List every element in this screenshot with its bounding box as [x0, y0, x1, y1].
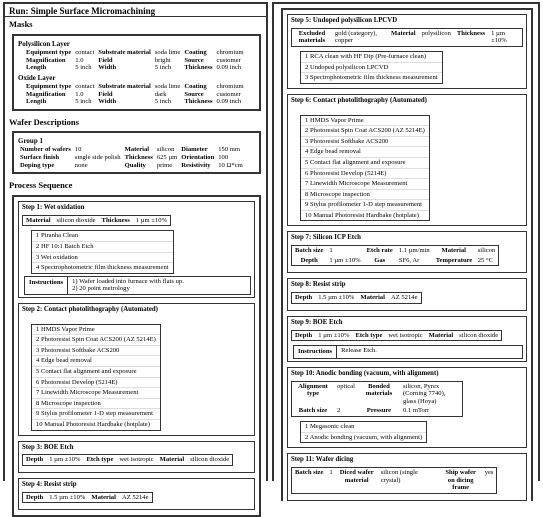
field-value: prime	[156, 161, 173, 169]
process-step	[18, 303, 255, 436]
list-item: 8 Microscope inspection	[301, 189, 429, 200]
field-value: customer	[216, 56, 241, 64]
params-table	[292, 331, 501, 341]
field-value: 1.5 µm ±10%	[318, 294, 355, 302]
step-params	[291, 292, 422, 304]
field-value: 1.0	[75, 56, 84, 64]
masks-box	[12, 34, 261, 111]
left-column	[3, 2, 268, 501]
field-value: 0.09 inch	[216, 98, 242, 106]
params-table	[292, 293, 421, 303]
field-label: Gas	[374, 256, 386, 264]
params-table	[292, 246, 498, 265]
field-value: 5 inch	[154, 64, 172, 72]
mask-title: Polysilicon Layer	[18, 40, 70, 49]
table-row	[24, 98, 246, 106]
process-step	[287, 453, 527, 501]
params-table	[292, 382, 462, 416]
field-value: 150 mm	[218, 146, 241, 154]
process-step	[18, 441, 255, 473]
field-value: SF6, Ar	[398, 256, 420, 264]
field-label: Surface finish	[20, 154, 60, 162]
field-label: Depth	[300, 256, 318, 264]
field-value: gold (category), copper	[334, 29, 378, 45]
field-value: 1	[329, 247, 333, 255]
field-value: dark	[154, 90, 167, 98]
field-label: Material	[91, 493, 116, 501]
wafer-group-box	[12, 131, 261, 174]
params-table	[23, 455, 232, 465]
field-label: Coating	[184, 49, 207, 57]
step-instructions	[24, 276, 251, 295]
field-value: silicon	[477, 247, 496, 255]
table-row	[18, 154, 245, 162]
field-label: Orientation	[181, 154, 215, 162]
field-label: Thickness	[456, 29, 486, 37]
field-value: contact	[75, 82, 95, 90]
mask-title: Oxide Layer	[18, 73, 56, 82]
list-item: 1 Megasonic clean	[305, 423, 355, 431]
substep-list	[31, 230, 174, 273]
masks-heading: Masks	[9, 19, 33, 30]
list-item: 2 HF 10:1 Batch Etch	[32, 241, 173, 252]
step-title: Step 9: BOE Etch	[291, 318, 343, 326]
process-left-box	[12, 195, 261, 517]
substep-list	[31, 324, 161, 431]
field-value: chromium	[216, 82, 244, 90]
field-label: Number of wafers	[20, 146, 71, 154]
wafer-descriptions-heading: Wafer Descriptions	[9, 116, 79, 127]
list-item: 7 Linewidth Microscope Measurement	[32, 387, 160, 398]
field-label: Material	[159, 456, 185, 464]
field-value: 2	[337, 407, 341, 415]
list-item: 4 Edge bead removal	[301, 146, 429, 157]
list-item: 5 Contact flat alignment and exposure	[301, 157, 429, 168]
field-label: Etch type	[86, 456, 114, 464]
params-table	[23, 493, 152, 503]
step-title: Step 6: Contact photolithography (Automated)	[291, 96, 427, 104]
process-step	[287, 367, 527, 448]
params-table	[292, 29, 522, 46]
field-label: Alignment type	[298, 382, 328, 398]
instruction-line: 1) Wafer loaded into furnace with flats up.	[72, 277, 184, 285]
field-value: AZ 5214e	[121, 493, 149, 501]
field-value: bright	[154, 56, 171, 64]
field-value: 1 µm ±10%	[135, 216, 167, 224]
list-item: 1 Piranha Clean	[36, 232, 79, 240]
field-value: wet isotropic	[388, 331, 423, 339]
mask-table	[24, 83, 246, 106]
field-label: Thickness	[101, 216, 130, 224]
field-label: Length	[26, 64, 47, 72]
step-title: Step 5: Undoped polysilicon LPCVD	[291, 17, 398, 24]
table-row	[24, 83, 246, 91]
process-step	[18, 201, 255, 298]
field-label: Width	[98, 98, 117, 106]
table-row	[23, 216, 170, 226]
field-label: Magnification	[26, 56, 66, 64]
step-title: Step 10: Anodic bonding (vacuum, with alignment)	[291, 369, 439, 377]
field-value: silicon dioxide	[459, 331, 499, 339]
table-row	[24, 49, 246, 57]
field-value: chromium	[216, 49, 244, 57]
field-label: Width	[98, 64, 117, 72]
list-item: 2 Photoresist Spin Coat ACS200 (AZ 5214E)	[301, 125, 429, 136]
wafer-group-title: Group 1	[18, 137, 43, 146]
step-title: Step 2: Contact photolithography (Automated)	[22, 305, 158, 313]
step-title: Step 8: Resist strip	[291, 281, 346, 289]
table-row	[23, 455, 232, 465]
field-value: 1.1 µm/min	[398, 247, 430, 255]
substep-list	[300, 51, 443, 84]
step-params	[22, 215, 171, 227]
field-label: Field	[98, 56, 113, 64]
process-step	[287, 94, 527, 227]
step-params	[291, 330, 502, 342]
field-label: Equipment type	[26, 49, 72, 57]
field-label: Thickness	[184, 98, 213, 106]
instruction-line: 2) 20 point metrology	[72, 285, 130, 293]
field-value: 5 inch	[75, 98, 92, 106]
step-params	[291, 467, 497, 494]
table-row	[292, 246, 498, 256]
list-item: 2 Anodic bonding (vacuum, with alignment)	[301, 432, 426, 443]
field-label: Material	[428, 331, 454, 339]
field-label: Resistivity	[181, 161, 211, 169]
field-label: Depth	[295, 331, 313, 339]
field-label: Etch type	[355, 331, 383, 339]
field-value: wet isotropic	[119, 456, 154, 464]
field-value: AZ 5214e	[390, 294, 418, 302]
list-item: 10 Manual Photoresist Hardbake (hotplate)	[301, 210, 429, 221]
step-title: Step 11: Wafer dicing	[291, 456, 354, 464]
field-label: Ship wafer on dicing frame	[445, 469, 476, 492]
process-step	[287, 231, 527, 273]
list-item: 3 Spectrophotometric film thickness measurement	[301, 72, 442, 83]
list-item: 6 Photoresist Develop (5214E)	[32, 377, 160, 388]
list-item: 3 Photoresist Softbake ACS200	[32, 345, 160, 356]
field-value: soda lime	[154, 82, 181, 90]
field-value: silicon dioxide	[190, 456, 230, 464]
field-value: silicon dioxide	[56, 216, 96, 224]
field-label: Material	[26, 216, 51, 224]
step-params	[22, 492, 153, 504]
list-item: 8 Microscope inspection	[32, 398, 160, 409]
list-item: 9 Stylus profilometer 1-D step measurement	[32, 408, 160, 419]
list-item: 1 HMDS Vapor Prime	[36, 325, 95, 333]
instructions-text	[68, 277, 188, 294]
process-step	[287, 14, 527, 89]
field-label: Material	[391, 29, 416, 37]
field-label: Depth	[26, 456, 44, 464]
field-label: Etch rate	[366, 247, 393, 255]
field-label: Depth	[26, 493, 44, 501]
run-title: Run: Simple Surface Micromachining	[5, 4, 266, 17]
list-item: 1 RCA clean with HF Dip (Pre-furnace clean)	[305, 53, 427, 61]
field-value: 1 µm ±10%	[491, 29, 507, 45]
field-label: Material	[124, 146, 150, 154]
step-title: Step 7: Silicon ICP Etch	[291, 234, 361, 242]
step-instructions	[293, 345, 523, 359]
field-label: Material	[441, 247, 466, 255]
list-item: 5 Contact flat alignment and exposure	[32, 366, 160, 377]
process-sequence-heading: Process Sequence	[9, 180, 73, 191]
list-item: 1 HMDS Vapor Prime	[305, 116, 364, 124]
list-item: 4 Edge bead removal	[32, 355, 160, 366]
list-item: 9 Stylus profilometer 1-D step measurement	[301, 199, 429, 210]
table-row	[18, 162, 245, 170]
list-item: 10 Manual Photoresist Hardbake (hotplate)	[32, 419, 160, 430]
step-params	[291, 381, 463, 417]
table-row	[292, 331, 501, 341]
field-value: 5 inch	[75, 64, 92, 72]
step-params	[291, 28, 523, 47]
table-row	[292, 382, 462, 407]
field-value: 1	[329, 469, 333, 476]
field-value: 10	[74, 146, 82, 154]
list-item: 2 Photoresist Spin Coat ACS200 (AZ 5214E)	[32, 334, 160, 345]
field-label: Source	[184, 90, 204, 98]
field-label: Excluded materials	[298, 29, 326, 45]
field-value: 1 µm ±10%	[329, 256, 361, 264]
list-item: 3 Wet oxidation	[32, 252, 173, 263]
field-label: Thickness	[184, 64, 213, 72]
field-label: Depth	[295, 294, 313, 302]
field-label: Doping type	[20, 161, 55, 169]
field-value: 0.1 mTorr	[402, 407, 430, 415]
field-value: 1 µm ±10%	[318, 331, 350, 339]
field-label: Substrate material	[98, 49, 151, 57]
instructions-label: Instructions	[25, 277, 68, 294]
step-title: Step 1: Wet oxidation	[22, 203, 85, 211]
table-row	[23, 493, 152, 503]
list-item: 4 Spectrophotometric film thickness measurement	[32, 262, 173, 273]
field-value: none	[74, 161, 88, 169]
field-label: Field	[98, 90, 113, 98]
table-row	[292, 468, 496, 493]
field-value: customer	[216, 90, 241, 98]
field-label: Source	[184, 56, 204, 64]
field-value: yes	[484, 469, 494, 476]
list-item: 3 Photoresist Softbake ACS200	[301, 136, 429, 147]
process-step	[287, 316, 527, 362]
process-step	[287, 278, 527, 310]
field-label: Quality	[124, 161, 146, 169]
field-value: soda lime	[154, 49, 181, 57]
field-value: 10 Ω*cm	[218, 161, 243, 169]
field-label: Batch size	[295, 247, 324, 255]
field-value: silicon (single crystal)	[380, 469, 418, 484]
field-label: Diced wafer material	[339, 469, 374, 484]
field-label: Coating	[184, 82, 207, 90]
list-item: 6 Photoresist Develop (5214E)	[301, 168, 429, 179]
step-params	[22, 454, 233, 466]
field-value: contact	[75, 49, 95, 57]
params-table	[23, 216, 170, 226]
field-value: 1 µm ±10%	[49, 456, 81, 464]
field-label: Temperature	[435, 256, 473, 264]
mask-table	[24, 49, 246, 72]
step-title: Step 3: BOE Etch	[22, 443, 74, 451]
table-row	[292, 256, 498, 266]
instruction-line: Release Etch.	[341, 347, 377, 355]
table-row	[24, 91, 246, 99]
field-value: silicon	[156, 146, 175, 154]
table-row	[24, 64, 246, 72]
field-value: 0.09 inch	[216, 64, 242, 72]
field-label: Thickness	[124, 154, 153, 162]
wafer-group-table	[18, 146, 245, 169]
field-label: Pressure	[366, 407, 392, 415]
field-value: 1.0	[75, 90, 84, 98]
field-label: Length	[26, 98, 47, 106]
field-value: polysilicon	[421, 29, 451, 37]
field-label: Substrate material	[98, 82, 151, 90]
step-title: Step 4: Resist strip	[22, 480, 77, 488]
params-table	[292, 468, 496, 493]
field-label: Batch size	[298, 407, 328, 415]
field-label: Equipment type	[26, 82, 72, 90]
table-row	[292, 293, 421, 303]
instructions-label: Instructions	[294, 346, 337, 358]
process-right-box	[281, 8, 533, 501]
step-params	[291, 245, 499, 266]
substep-list	[300, 115, 430, 222]
field-label: Diameter	[181, 146, 208, 154]
field-value: 25 °C	[477, 256, 494, 264]
field-value: silicon, Pyrex (Corning 7740), glass (Hoya)	[402, 382, 446, 405]
table-row	[292, 406, 462, 416]
field-label: Bonded materials	[365, 382, 393, 398]
table-row	[24, 57, 246, 65]
instructions-text	[337, 346, 381, 358]
right-column	[272, 2, 540, 492]
field-label: Batch size	[295, 469, 324, 476]
list-item: 7 Linewidth Microscope Measurement	[301, 178, 429, 189]
list-item: 2 Undoped polysilicon LPCVD	[301, 62, 442, 73]
substep-list	[300, 421, 427, 443]
table-row	[292, 29, 522, 46]
process-step	[18, 478, 255, 510]
field-value: 625 µm	[156, 154, 178, 162]
field-value: 100	[218, 154, 229, 162]
field-value: optical	[337, 382, 355, 390]
field-label: Magnification	[26, 90, 66, 98]
field-value: single side polish	[74, 154, 121, 162]
table-row	[18, 146, 245, 154]
field-label: Material	[360, 294, 385, 302]
field-value: 1.5 µm ±10%	[49, 493, 86, 501]
field-value: 5 inch	[154, 98, 172, 106]
